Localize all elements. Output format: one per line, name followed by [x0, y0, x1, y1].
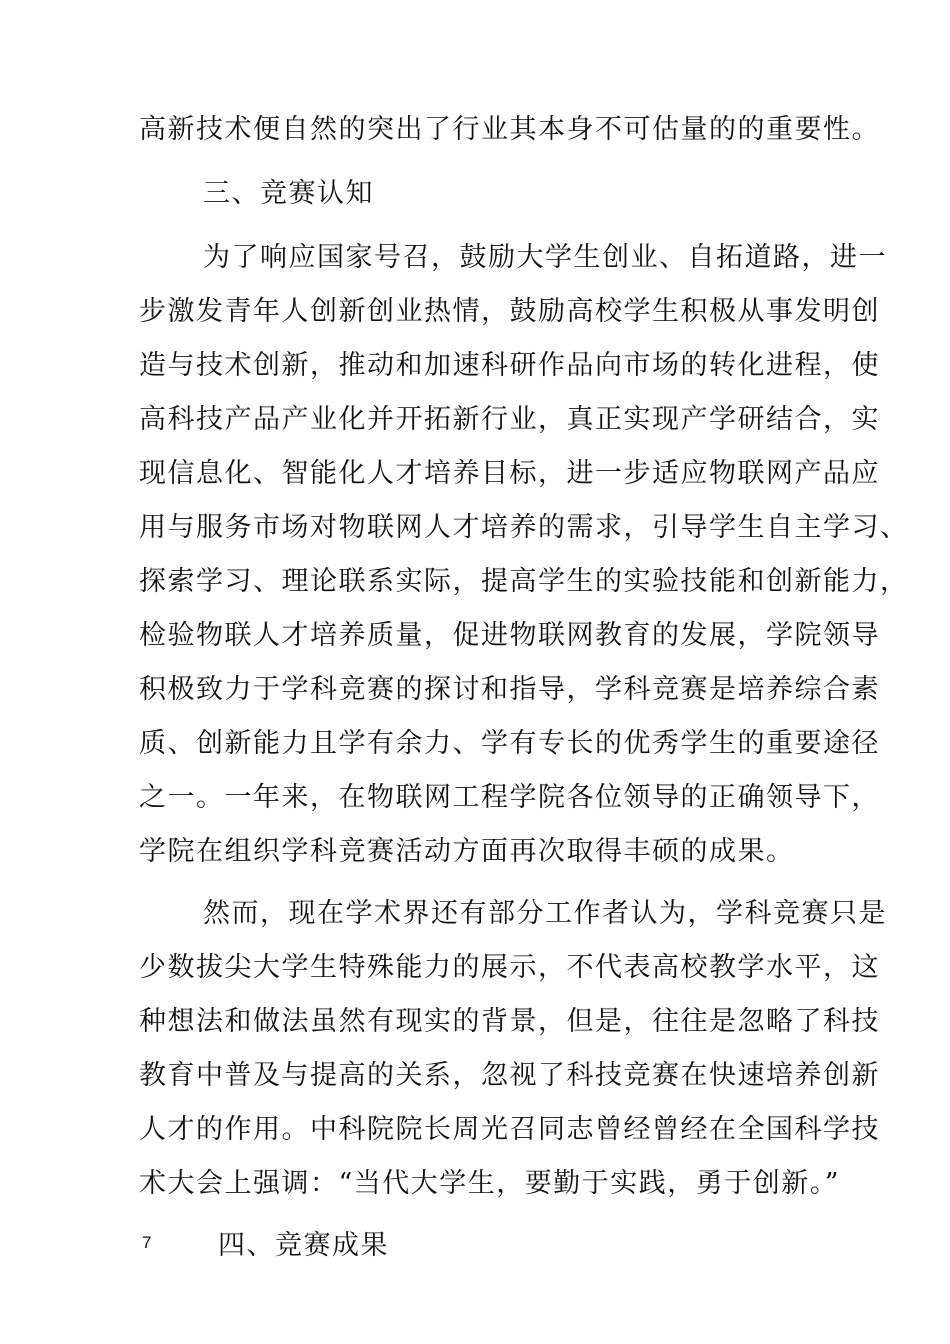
paragraph-line: 质、创新能力且学有余力、学有专长的优秀学生的重要途径 [139, 728, 880, 759]
section-heading: 四、竞赛成果 [218, 1230, 389, 1261]
page-number: 7 [142, 1233, 152, 1252]
paragraph-line: 步激发青年人创新创业热情，鼓励高校学生积极从事发明创 [139, 296, 880, 327]
paragraph-line: 造与技术创新，推动和加速科研作品向市场的转化进程，使 [139, 350, 880, 381]
paragraph-line: 积极致力于学科竞赛的探讨和指导，学科竞赛是培养综合素 [139, 674, 880, 705]
paragraph-line: 为了响应国家号召，鼓励大学生创业、自拓道路，进一 [203, 242, 887, 273]
section-heading: 三、竞赛认知 [203, 178, 374, 209]
paragraph-line: 教育中普及与提高的关系，忽视了科技竞赛在快速培养创新 [139, 1060, 880, 1091]
paragraph-line: 现信息化、智能化人才培养目标，进一步适应物联网产品应 [139, 458, 880, 489]
paragraph-line: 然而，现在学术界还有部分工作者认为，学科竞赛只是 [203, 898, 887, 929]
paragraph-line: 少数拔尖大学生特殊能力的展示，不代表高校教学水平，这 [139, 952, 880, 983]
paragraph-line: 检验物联人才培养质量，促进物联网教育的发展，学院领导 [139, 620, 880, 651]
paragraph-line: 用与服务市场对物联网人才培养的需求，引导学生自主学习、 [139, 512, 909, 543]
paragraph-line: 之一。一年来，在物联网工程学院各位领导的正确领导下， [139, 782, 880, 813]
paragraph-line: 种想法和做法虽然有现实的背景，但是，往往是忽略了科技 [139, 1006, 880, 1037]
paragraph-line: 高新技术便自然的突出了行业其本身不可估量的的重要性。 [139, 114, 880, 145]
paragraph-line: 人才的作用。中科院院长周光召同志曾经曾经在全国科学技 [139, 1114, 880, 1145]
paragraph-line: 高科技产品产业化并开拓新行业，真正实现产学研结合，实 [139, 404, 880, 435]
paragraph-line: 学院在组织学科竞赛活动方面再次取得丰硕的成果。 [139, 836, 795, 867]
paragraph-line: 术大会上强调：“当代大学生，要勤于实践，勇于创新。” [139, 1168, 841, 1199]
paragraph-line: 探索学习、理论联系实际，提高学生的实验技能和创新能力， [139, 566, 909, 597]
